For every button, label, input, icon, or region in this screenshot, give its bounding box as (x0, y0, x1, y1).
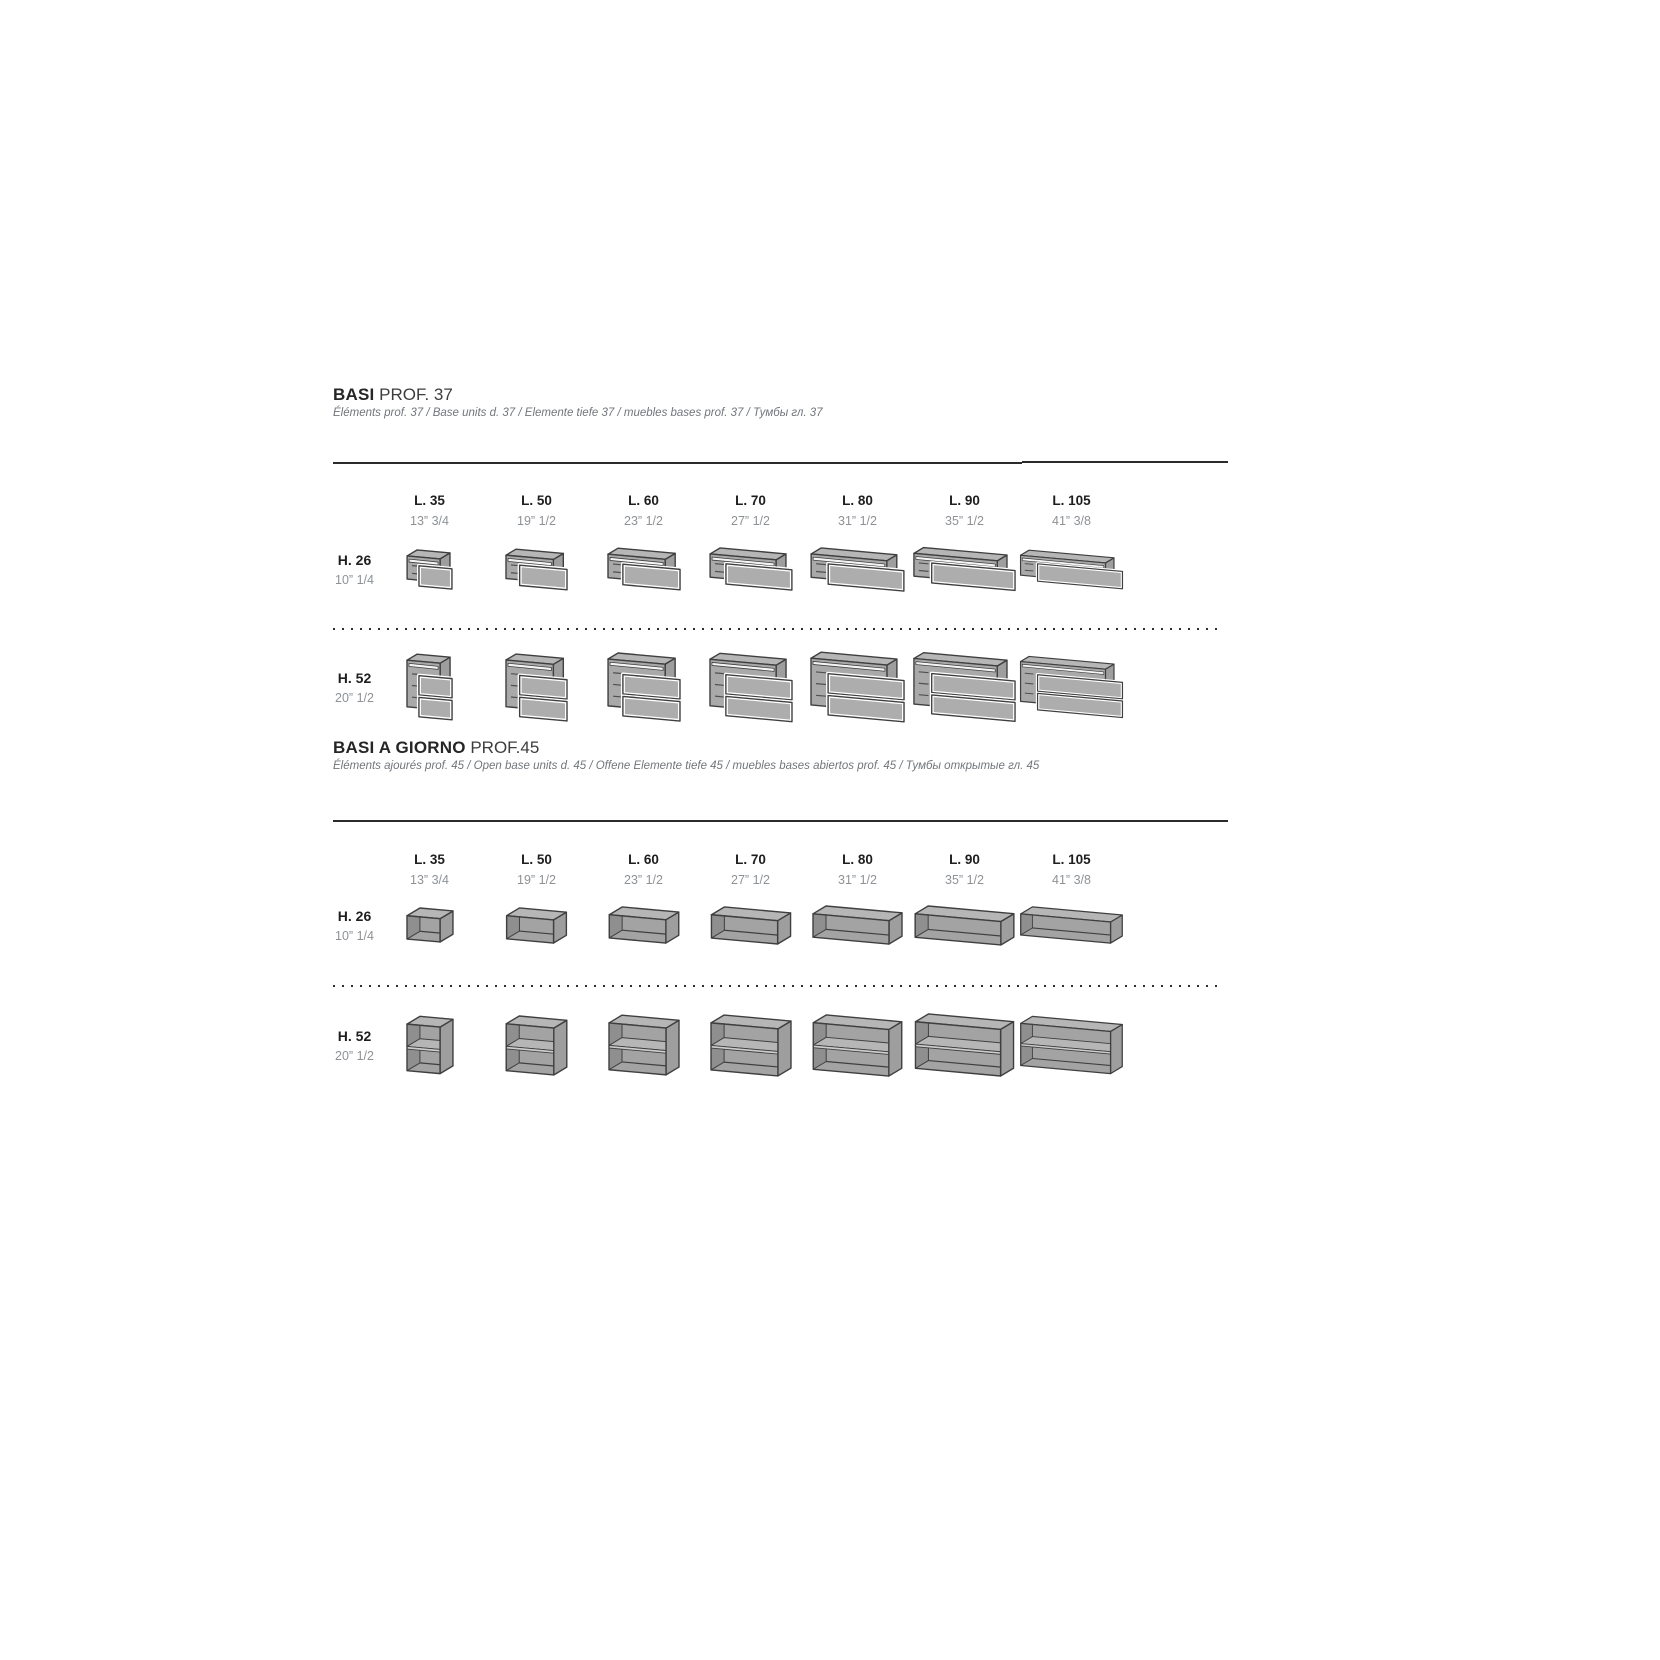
dotted-divider (333, 985, 1218, 987)
divider-line (333, 820, 1228, 824)
column-width-inches: 23” 1/2 (624, 514, 663, 528)
column-header-L80 (804, 493, 911, 528)
column-width-inches: 31” 1/2 (838, 873, 877, 887)
cabinet-isometric-icon (912, 903, 1017, 948)
cabinet-isometric-icon (1018, 902, 1125, 948)
cabinet-drawing-drawer2-L90 (911, 649, 1018, 725)
cabinet-drawing-drawer2-L60 (590, 650, 697, 724)
row-height-cm: H. 26 (337, 907, 372, 924)
row-height-label (333, 908, 376, 943)
column-width-inches: 35” 1/2 (945, 514, 984, 528)
cabinet-drawing-open-L60 (590, 904, 697, 946)
cabinet-isometric-icon (503, 905, 570, 946)
cabinet-isometric-icon (503, 651, 570, 724)
unit-row-h52 (333, 641, 1125, 733)
cabinet-drawing-drawer2-L50 (483, 651, 590, 724)
cabinet-isometric-icon (911, 649, 1018, 725)
row-height-cm: H. 52 (337, 669, 372, 686)
cabinet-isometric-icon (1018, 544, 1125, 595)
unit-row-h52 (333, 998, 1125, 1092)
column-width-inches: 41” 3/8 (1052, 514, 1091, 528)
divider-line (333, 461, 1228, 465)
cabinet-isometric-icon (911, 544, 1018, 594)
cabinet-drawing-drawer2-L35 (376, 651, 483, 723)
cabinet-drawing-drawer1-L90 (911, 544, 1018, 594)
cabinet-isometric-icon (808, 649, 907, 725)
cabinet-isometric-icon (606, 904, 682, 946)
row-height-cm: H. 52 (337, 1027, 372, 1044)
cabinet-drawing-open-L105 (1018, 902, 1125, 948)
cabinet-drawing-openShelf-L80 (804, 1012, 911, 1079)
column-header-L70 (697, 493, 804, 528)
column-header-L90 (911, 493, 1018, 528)
section-subtitle: Éléments prof. 37 / Base units d. 37 / Elemente tiefe 37 / muebles bases prof. 37 / Тумбы гл. 37 (333, 407, 823, 419)
cabinet-drawing-drawer1-L70 (697, 545, 804, 593)
cabinet-isometric-icon (605, 545, 683, 593)
column-width-cm: L. 105 (1052, 852, 1091, 867)
column-width-cm: L. 60 (628, 493, 659, 508)
column-width-cm: L. 50 (521, 493, 552, 508)
column-width-cm: L. 70 (735, 852, 766, 867)
cabinet-drawing-drawer2-L80 (804, 649, 911, 725)
column-header-L35 (376, 493, 483, 528)
cabinet-drawing-drawer1-L105 (1018, 544, 1125, 595)
column-width-inches: 27” 1/2 (731, 873, 770, 887)
column-width-inches: 35” 1/2 (945, 873, 984, 887)
cabinet-drawing-open-L70 (697, 904, 804, 947)
section-title-rest: PROF.45 (465, 738, 540, 757)
cabinet-drawing-drawer2-L105 (1018, 648, 1125, 726)
cabinet-isometric-icon (912, 1011, 1017, 1079)
column-header-L50 (483, 852, 590, 887)
cabinet-drawing-open-L35 (376, 905, 483, 945)
column-width-cm: L. 80 (842, 493, 873, 508)
cabinet-isometric-icon (810, 903, 905, 947)
row-height-inches: 10” 1/4 (335, 928, 374, 943)
cabinet-isometric-icon (708, 1012, 794, 1079)
cabinet-isometric-icon (808, 545, 907, 594)
cabinet-isometric-icon (1018, 648, 1125, 726)
cabinet-isometric-icon (404, 905, 456, 945)
unit-row-h26 (333, 888, 1125, 962)
column-width-cm: L. 90 (949, 493, 980, 508)
cabinet-drawing-openShelf-L70 (697, 1012, 804, 1079)
cabinet-drawing-drawer2-L70 (697, 650, 804, 725)
row-height-label (333, 1028, 376, 1063)
column-header-L105 (1018, 493, 1125, 528)
section-title-bold: BASI (333, 385, 375, 404)
cabinet-drawing-open-L50 (483, 905, 590, 946)
cabinet-isometric-icon (708, 904, 794, 947)
cabinet-isometric-icon (707, 650, 795, 725)
column-header-L50 (483, 493, 590, 528)
column-width-inches: 31” 1/2 (838, 514, 877, 528)
cabinet-drawing-open-L80 (804, 903, 911, 947)
column-width-inches: 23” 1/2 (624, 873, 663, 887)
cabinet-isometric-icon (404, 1013, 456, 1077)
column-width-inches: 19” 1/2 (517, 514, 556, 528)
cabinet-isometric-icon (707, 545, 795, 593)
cabinet-drawing-drawer1-L50 (483, 546, 590, 593)
column-header-L60 (590, 852, 697, 887)
column-width-inches: 27” 1/2 (731, 514, 770, 528)
row-height-inches: 20” 1/2 (335, 690, 374, 705)
column-header-L105 (1018, 852, 1125, 887)
column-width-cm: L. 90 (949, 852, 980, 867)
cabinet-drawing-openShelf-L105 (1018, 1010, 1125, 1080)
cabinet-drawing-openShelf-L60 (590, 1012, 697, 1078)
row-height-inches: 10” 1/4 (335, 572, 374, 587)
section-title (333, 738, 539, 757)
column-width-cm: L. 80 (842, 852, 873, 867)
cabinet-drawing-drawer1-L35 (376, 547, 483, 592)
cabinet-drawing-drawer1-L60 (590, 545, 697, 593)
cabinet-isometric-icon (503, 1013, 570, 1078)
cabinet-isometric-icon (605, 650, 683, 724)
row-height-cm: H. 26 (337, 551, 372, 568)
column-width-cm: L. 105 (1052, 493, 1091, 508)
row-height-label (333, 670, 376, 705)
cabinet-isometric-icon (404, 651, 455, 723)
unit-row-h26 (333, 531, 1125, 607)
cabinet-isometric-icon (503, 546, 570, 593)
cabinet-drawing-open-L90 (911, 903, 1018, 948)
column-width-inches: 13” 3/4 (410, 514, 449, 528)
column-width-cm: L. 60 (628, 852, 659, 867)
section-title-rest: PROF. 37 (374, 385, 453, 404)
size-header-row (333, 493, 1125, 528)
column-width-cm: L. 35 (414, 493, 445, 508)
column-header-L90 (911, 852, 1018, 887)
column-width-inches: 41” 3/8 (1052, 873, 1091, 887)
column-width-inches: 19” 1/2 (517, 873, 556, 887)
cabinet-drawing-drawer1-L80 (804, 545, 911, 594)
size-header-row (333, 852, 1125, 887)
column-width-cm: L. 50 (521, 852, 552, 867)
column-width-inches: 13” 3/4 (410, 873, 449, 887)
row-height-label (333, 552, 376, 587)
column-header-L80 (804, 852, 911, 887)
cabinet-isometric-icon (1018, 1010, 1125, 1080)
column-width-cm: L. 70 (735, 493, 766, 508)
cabinet-drawing-openShelf-L90 (911, 1011, 1018, 1079)
cabinet-drawing-openShelf-L35 (376, 1013, 483, 1077)
cabinet-isometric-icon (404, 547, 455, 592)
section-subtitle: Éléments ajourés prof. 45 / Open base units d. 45 / Offene Elemente tiefe 45 / muebles bases abiertos prof. 45 / Тумбы открытые гл. 45 (333, 760, 1040, 772)
column-width-cm: L. 35 (414, 852, 445, 867)
column-header-L70 (697, 852, 804, 887)
column-header-L35 (376, 852, 483, 887)
dotted-divider (333, 628, 1218, 630)
cabinet-drawing-openShelf-L50 (483, 1013, 590, 1078)
row-height-inches: 20” 1/2 (335, 1048, 374, 1063)
section-title (333, 385, 453, 404)
section-title-bold: BASI A GIORNO (333, 738, 466, 757)
cabinet-isometric-icon (810, 1012, 905, 1079)
column-header-L60 (590, 493, 697, 528)
section-basi-a-giorno-prof-45 (333, 738, 1233, 1098)
section-basi-prof-37 (333, 385, 1233, 735)
cabinet-isometric-icon (606, 1012, 682, 1078)
